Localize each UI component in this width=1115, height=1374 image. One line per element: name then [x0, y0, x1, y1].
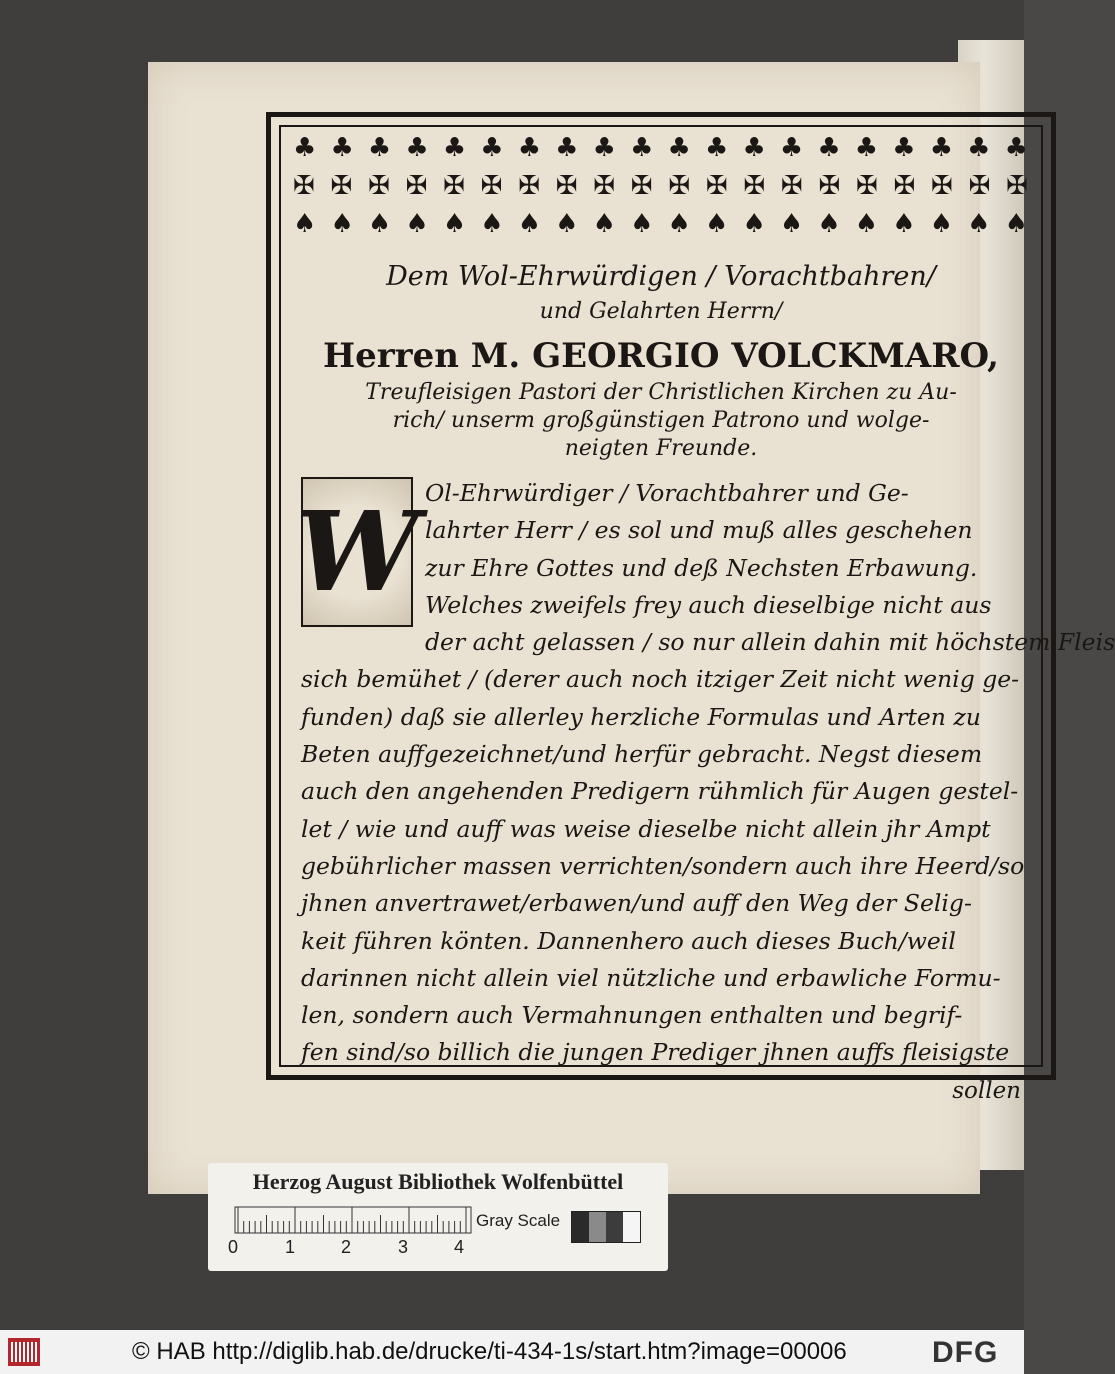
body-paragraph: [295, 475, 1115, 1108]
sub-line-1: Treufleisigen Pastori der Christlichen Kirchen zu Au-: [365, 380, 957, 405]
dfg-logo: DFG: [932, 1336, 999, 1369]
heading-name: Herren M. GEORGIO VOLCKMARO,: [323, 336, 999, 376]
hab-logo-icon: [8, 1338, 40, 1366]
body-line: sich bemühet / (derer auch noch itziger Zeit nicht wenig ge-: [301, 665, 1020, 694]
sub-line-2: rich/ unserm großgünstigen Patrono und wolge-: [392, 408, 930, 433]
body-line: Beten auffgezeichnet/und herfür gebracht. Negst diesem: [301, 740, 983, 769]
page-border-frame: [266, 112, 1115, 1104]
ruler-number: 0: [228, 1237, 239, 1257]
measurement-ruler: [235, 1207, 471, 1233]
gray-swatch: [572, 1212, 589, 1242]
ornament-row-2: ✠ ✠ ✠ ✠ ✠ ✠ ✠ ✠ ✠ ✠ ✠ ✠ ✠ ✠ ✠ ✠ ✠ ✠ ✠ ✠: [293, 171, 1029, 201]
ornamental-header: [293, 131, 1029, 241]
body-line: keit führen könten. Dannenhero auch dieses Buch/weil: [301, 926, 956, 955]
dedication-text: [295, 257, 1115, 1108]
ruler-number: 1: [285, 1237, 296, 1257]
body-line: der acht gelassen / so nur allein dahin mit höchstem Fleis: [425, 628, 1115, 657]
body-line: auch den angehenden Predigern rühmlich für Augen gestel-: [301, 777, 1019, 806]
body-line: Ol-Ehrwürdiger / Vorachtbahrer und Ge-: [425, 479, 909, 507]
body-line: darinnen nicht allein viel nützliche und erbawliche Formu-: [301, 963, 1001, 992]
ruler-number: 3: [398, 1237, 409, 1257]
library-label: [208, 1163, 668, 1271]
library-name: Herzog August Bibliothek Wolfenbüttel: [252, 1169, 624, 1194]
body-line: Welches zweifels frey auch dieselbige nicht aus: [425, 590, 992, 619]
body-line: funden) daß sie allerley herzliche Formulas und Arten zu: [301, 702, 981, 731]
heading-line-1: Dem Wol-Ehrwürdigen / Vorachtbahren/: [386, 261, 936, 292]
sub-line-3: neigten Freunde.: [564, 436, 758, 461]
book-page: [148, 62, 1115, 1194]
body-line: lahrter Herr / es sol und muß alles geschehen: [425, 516, 973, 545]
body-line: jhnen anvertrawet/erbawen/und auff den Weg der Selig-: [301, 889, 972, 918]
body-line: fen sind/so billich die jungen Prediger jhnen auffs fleisigste: [301, 1038, 1010, 1067]
gray-swatch: [623, 1212, 640, 1242]
heading-line-2: und Gelahrten Herrn/: [539, 299, 783, 324]
decorated-initial: W: [301, 477, 413, 627]
body-line: len, sondern auch Vermahnungen enthalten und begrif-: [301, 1001, 963, 1030]
ornament-row-3: ♠ ♠ ♠ ♠ ♠ ♠ ♠ ♠ ♠ ♠ ♠ ♠ ♠ ♠ ♠ ♠ ♠ ♠ ♠ ♠: [293, 209, 1029, 239]
gray-swatch: [589, 1212, 606, 1242]
body-line: zur Ehre Gottes und deß Nechsten Erbawung.: [425, 553, 978, 582]
catchword: sollen: [952, 1077, 1021, 1104]
body-line: gebührlicher massen verrichten/sondern auch ihre Heerd/so: [301, 851, 1025, 880]
ruler-numbers: [228, 1237, 488, 1261]
gray-swatch: [606, 1212, 623, 1242]
gray-scale-swatches: [571, 1211, 641, 1243]
ruler-number: 4: [454, 1237, 465, 1257]
copyright-url-link[interactable]: © HAB http://diglib.hab.de/drucke/ti-434-1s/start.htm?image=00006: [132, 1338, 847, 1365]
footer-bar: [0, 1330, 1024, 1374]
gray-scale-label: Gray Scale: [476, 1211, 561, 1230]
ornament-row-1: ♣ ♣ ♣ ♣ ♣ ♣ ♣ ♣ ♣ ♣ ♣ ♣ ♣ ♣ ♣ ♣ ♣ ♣ ♣ ♣: [293, 133, 1029, 163]
body-line: let / wie und auff was weise dieselbe nicht allein jhr Ampt: [301, 814, 991, 843]
ruler-number: 2: [341, 1237, 352, 1257]
